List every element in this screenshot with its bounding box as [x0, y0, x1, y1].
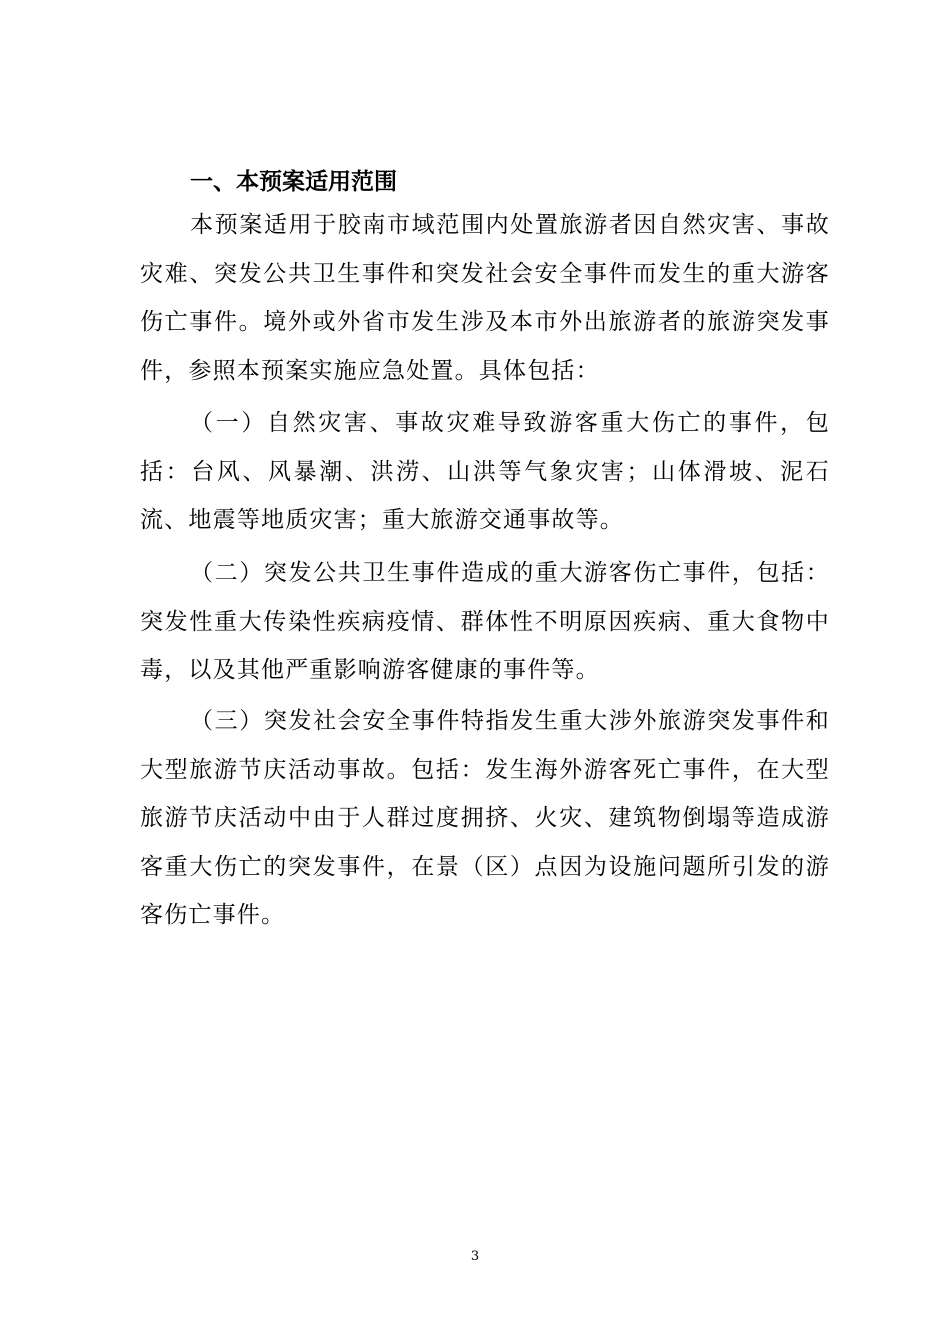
paragraph-item-1: （一）自然灾害、事故灾难导致游客重大伤亡的事件，包括：台风、风暴潮、洪涝、山洪等气象灾害；山体滑坡、泥石流、地震等地质灾害；重大旅游交通事故等。 — [140, 410, 830, 534]
paragraph-item-2: （二）突发公共卫生事件造成的重大游客伤亡事件，包括：突发性重大传染性疾病疫情、群体性不明原因疾病、重大食物中毒，以及其他严重影响游客健康的事件等。 — [140, 560, 830, 684]
paragraph-item-3: （三）突发社会安全事件特指发生重大涉外旅游突发事件和大型旅游节庆活动事故。包括：发生海外游客死亡事件，在大型旅游节庆活动中由于人群过度拥挤、火灾、建筑物倒塌等造成游客重大伤亡的突发事件，在景（区）点因为设施问题所引发的游客伤亡事件。 — [140, 708, 830, 929]
page-number: 3 — [470, 1249, 480, 1264]
paragraph-scope: 本预案适用于胶南市域范围内处置旅游者因自然灾害、事故灾难、突发公共卫生事件和突发社会安全事件而发生的重大游客伤亡事件。境外或外省市发生涉及本市外出旅游者的旅游突发事件，参照本预案实施应急处置。具体包括： — [140, 212, 830, 384]
section-heading: 一、本预案适用范围 — [190, 169, 397, 195]
